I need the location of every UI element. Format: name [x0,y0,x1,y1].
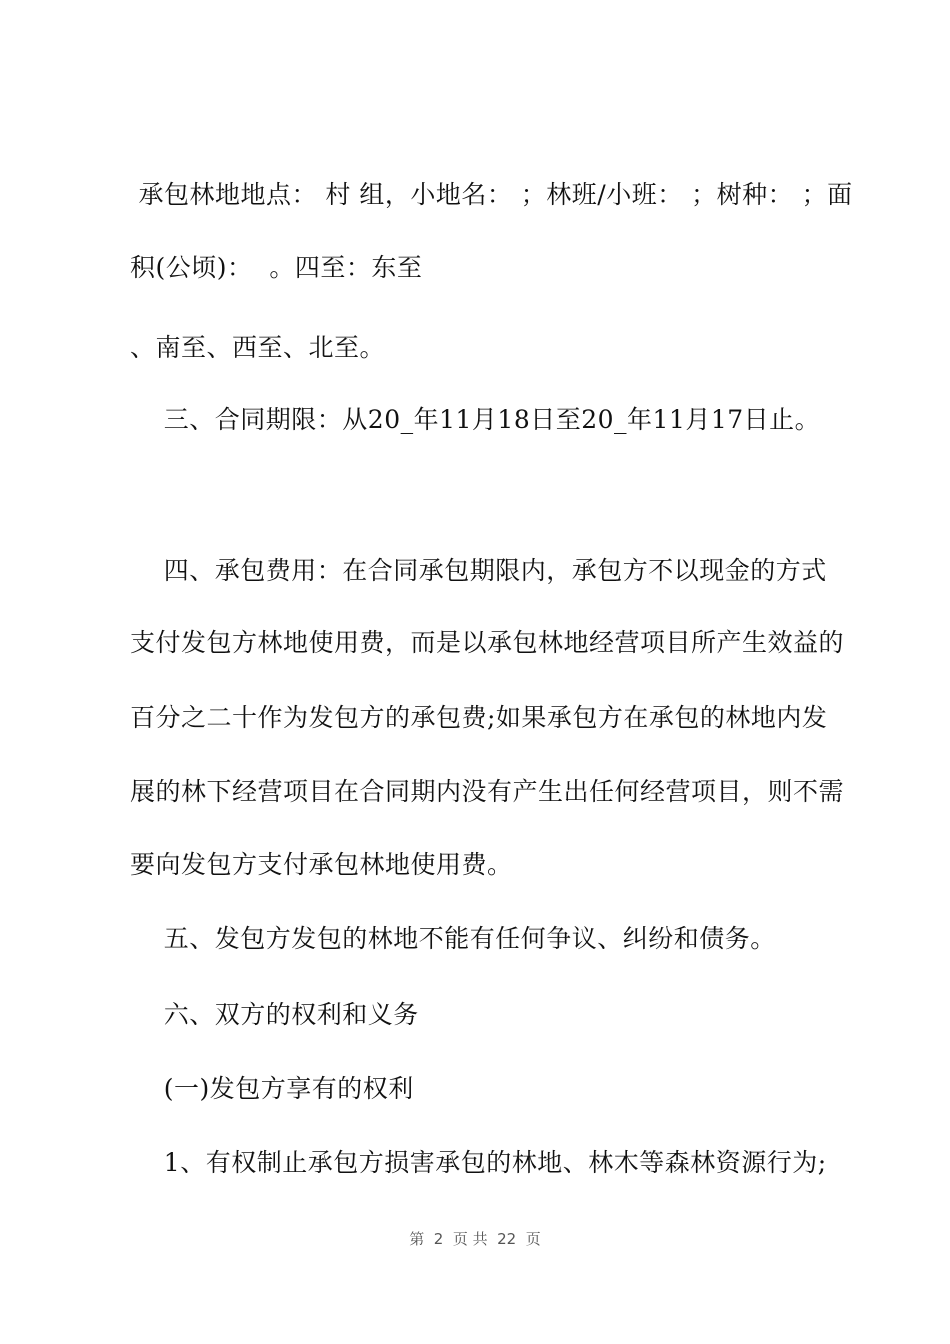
text-line-13: 1、有权制止承包方损害承包的林地、林木等森林资源行为; [130,1148,827,1177]
text-line-10: 五、发包方发包的林地不能有任何争议、纠纷和债务。 [130,924,776,953]
text-line-1: 承包林地地点： 村 组，小地名： ；林班/小班： ；树种： ；面 [130,180,853,209]
text-line-7: 百分之二十作为发包方的承包费;如果承包方在承包的林地内发 [130,703,828,732]
text-line-5: 四、承包费用：在合同承包期限内，承包方不以现金的方式 [130,556,827,585]
text-line-2: 积(公顷)： 。四至：东至 [130,253,423,282]
text-line-11: 六、双方的权利和义务 [130,1000,419,1029]
text-line-12: (一)发包方享有的权利 [130,1074,414,1103]
text-line-4: 三、合同期限：从20_年11月18日至20_年11月17日止。 [130,405,821,434]
text-line-8: 展的林下经营项目在合同期内没有产生出任何经营项目，则不需 [130,777,845,806]
text-line-3: 、南至、西至、北至。 [130,333,386,362]
text-line-6: 支付发包方林地使用费，而是以承包林地经营项目所产生效益的 [130,628,845,657]
page-number-footer: 第 2 页 共 22 页 [409,1230,541,1248]
text-line-9: 要向发包方支付承包林地使用费。 [130,850,513,879]
